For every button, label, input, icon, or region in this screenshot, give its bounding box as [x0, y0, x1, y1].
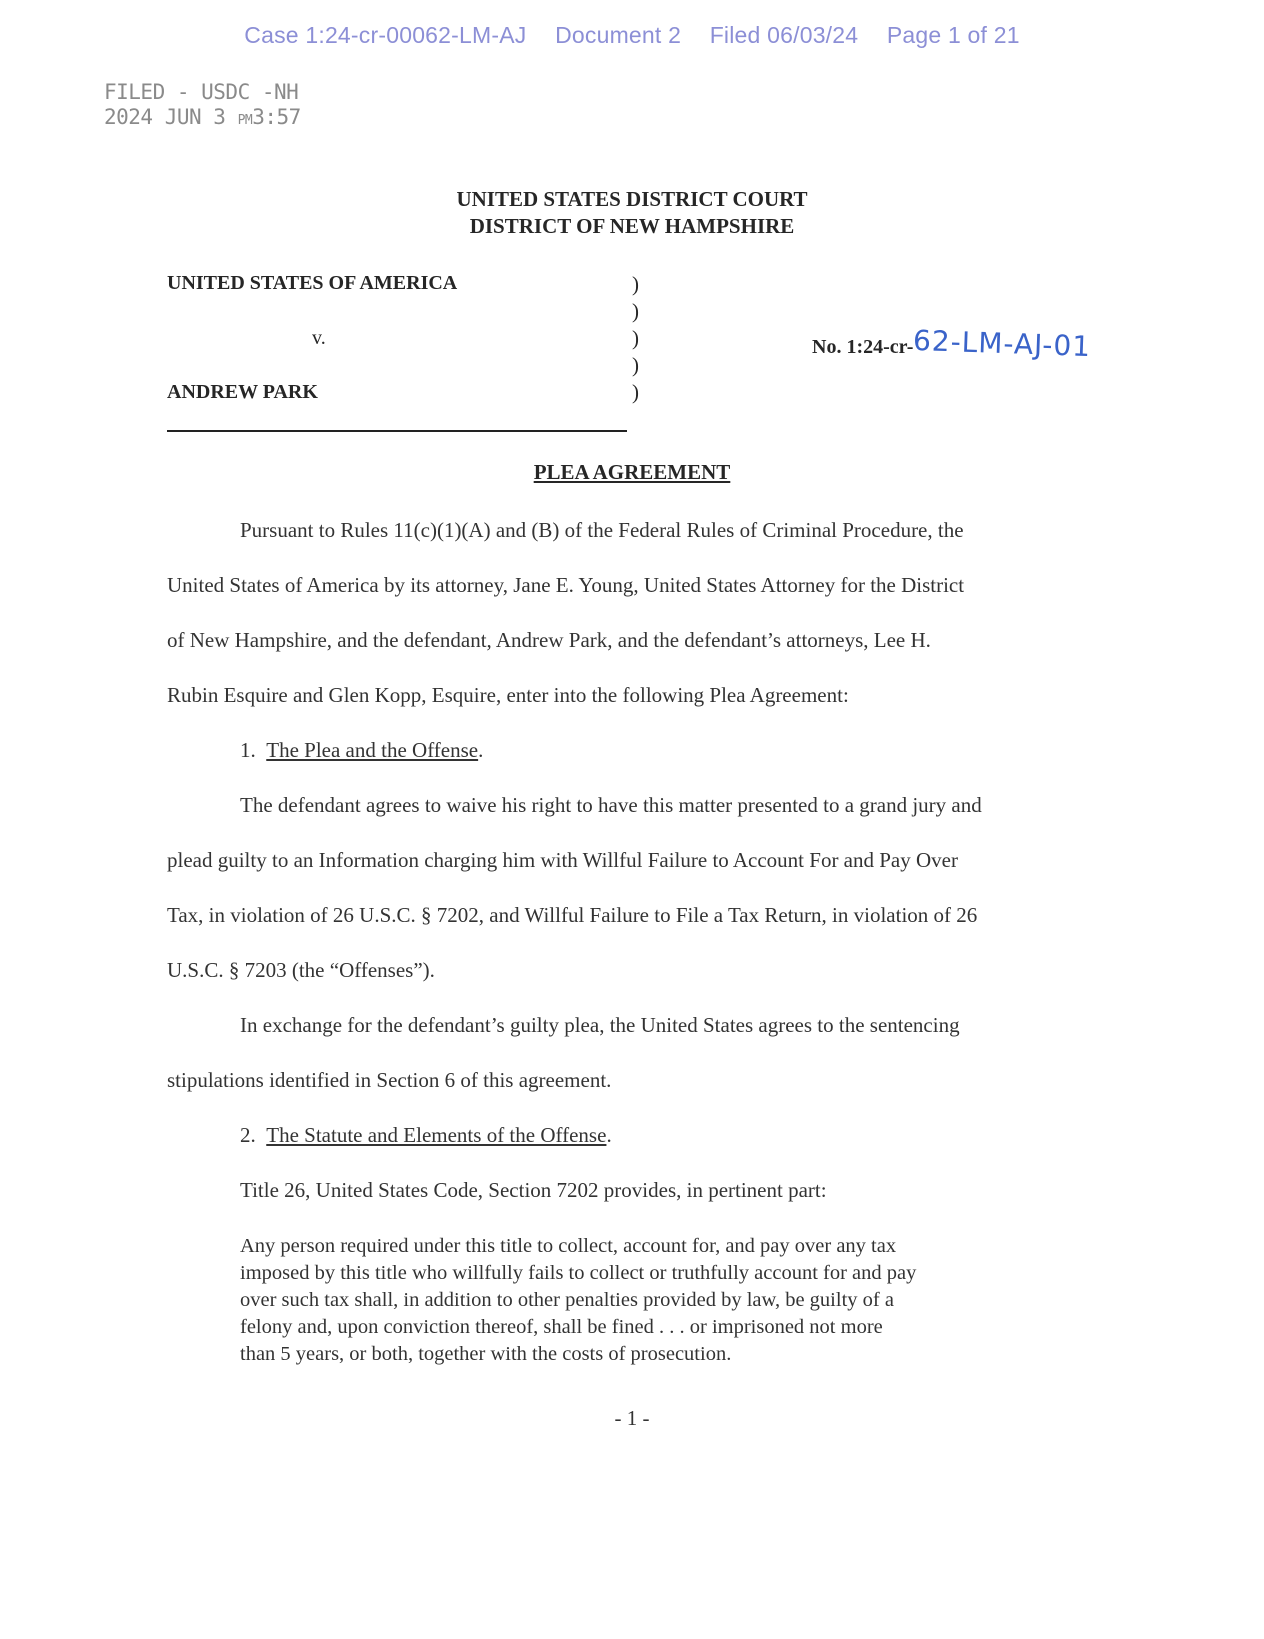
section1-heading: 1. The Plea and the Offense.	[240, 738, 484, 762]
caption-paren: )	[632, 299, 639, 323]
section1-title: The Plea and the Offense	[266, 738, 479, 762]
court-district: DISTRICT OF NEW HAMPSHIRE	[469, 214, 795, 238]
caption-paren: )	[632, 272, 639, 296]
section1-line: The defendant agrees to waive his right to have this matter presented to a grand jury and	[240, 793, 982, 817]
caption-rule	[167, 430, 627, 432]
section1-line: U.S.C. § 7203 (the “Offenses”).	[167, 958, 435, 982]
caption-paren: )	[632, 326, 639, 350]
filed-stamp-line2	[104, 105, 301, 129]
ecf-page-count: Page 1 of 21	[886, 22, 1020, 48]
court-name: UNITED STATES DISTRICT COURT	[456, 187, 808, 211]
filed-stamp-date: 2024 JUN 3	[104, 105, 226, 129]
section1-line: plead guilty to an Information charging him with Willful Failure to Account For and Pay Over	[167, 848, 958, 872]
section1-line: Tax, in violation of 26 U.S.C. § 7202, and Willful Failure to File a Tax Return, in violation of 26	[167, 903, 978, 927]
section1-line2: In exchange for the defendant’s guilty plea, the United States agrees to the sentencing	[240, 1013, 960, 1037]
filed-stamp-time: 3:57	[252, 105, 301, 129]
case-number	[812, 323, 1093, 364]
ecf-header	[0, 22, 1264, 49]
page-number: - 1 -	[614, 1406, 650, 1430]
section2-heading: 2. The Statute and Elements of the Offense.	[240, 1123, 612, 1147]
quote-line: imposed by this title who willfully fails to collect or truthfully account for and pay	[240, 1262, 917, 1284]
section2-number: 2.	[240, 1123, 256, 1147]
caption-paren: )	[632, 380, 639, 404]
section1-line2: stipulations identified in Section 6 of this agreement.	[167, 1068, 612, 1092]
intro-line: of New Hampshire, and the defendant, Andrew Park, and the defendant’s attorneys, Lee H.	[167, 628, 931, 652]
section2-title: The Statute and Elements of the Offense	[266, 1123, 607, 1147]
caption-paren: )	[632, 353, 639, 377]
intro-line: Rubin Esquire and Glen Kopp, Esquire, enter into the following Plea Agreement:	[167, 683, 849, 707]
caption-versus: v.	[312, 327, 326, 349]
ecf-filed-date: Filed 06/03/24	[709, 22, 859, 48]
section1-number: 1.	[240, 738, 256, 762]
statute-quote	[240, 1233, 916, 1368]
quote-line: Any person required under this title to collect, account for, and pay over any tax	[240, 1235, 897, 1257]
filed-stamp-line1: FILED - USDC -NH	[104, 80, 299, 104]
quote-line: over such tax shall, in addition to other penalties provided by law, be guilty of a	[240, 1289, 894, 1311]
caption-defendant: ANDREW PARK	[167, 381, 318, 403]
section2-intro: Title 26, United States Code, Section 7202 provides, in pertinent part:	[240, 1178, 827, 1202]
intro-line: United States of America by its attorney, Jane E. Young, United States Attorney for the District	[167, 573, 965, 597]
ecf-case-number: Case 1:24-cr-00062-LM-AJ	[244, 22, 527, 48]
quote-line: felony and, upon conviction thereof, shall be fined . . . or imprisoned not more	[240, 1316, 883, 1338]
case-number-handwritten: 62-LM-AJ-01	[912, 323, 1093, 364]
filed-stamp-ampm: PM	[237, 113, 253, 128]
document-title: PLEA AGREEMENT	[533, 460, 731, 484]
case-number-printed: No. 1:24-cr-	[812, 336, 914, 358]
caption-plaintiff: UNITED STATES OF AMERICA	[167, 272, 458, 294]
ecf-document-number: Document 2	[555, 22, 682, 48]
intro-line: Pursuant to Rules 11(c)(1)(A) and (B) of the Federal Rules of Criminal Procedure, the	[240, 518, 964, 542]
quote-line: than 5 years, or both, together with the costs of prosecution.	[240, 1343, 732, 1365]
